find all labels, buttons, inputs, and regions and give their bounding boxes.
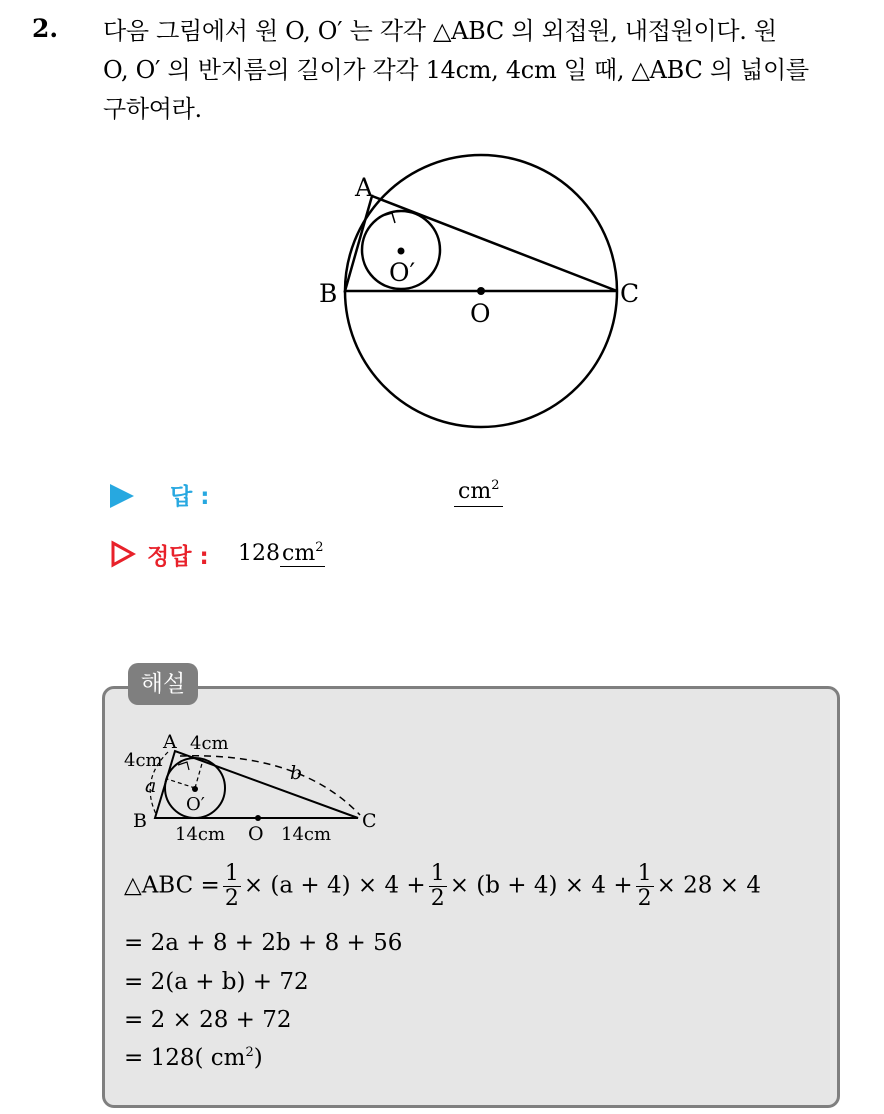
- answer-row: [110, 476, 610, 512]
- explanation-figure: [118, 724, 388, 849]
- answer-label: 답 :: [170, 484, 210, 510]
- explanation-tab: 해설: [128, 663, 198, 705]
- solution-line-4: = 2 × 28 + 72: [124, 1007, 292, 1033]
- problem-text: [103, 12, 868, 129]
- center-o-prime-dot: [398, 248, 405, 255]
- triangle-abc: [345, 196, 617, 291]
- small-label-o-prime: O′: [186, 794, 205, 815]
- answer-unit-exponent: 2: [491, 478, 500, 493]
- center-o-dot: [477, 287, 485, 295]
- solution-term-3: × 28 × 4: [656, 872, 761, 899]
- small-center-o-prime: [192, 786, 198, 792]
- label-o: O: [470, 299, 491, 328]
- small-label-o: O: [248, 823, 264, 845]
- problem-text-line2: O, O′ 의 반지름의 길이가 각각 14cm, 4cm 일 때, △ABC 의 넓이를: [103, 56, 809, 84]
- label-o-prime: O′: [389, 258, 416, 287]
- small-top-len: 4cm: [190, 733, 229, 754]
- solution-prefix: △ABC =: [124, 872, 220, 899]
- correct-unit-exponent: 2: [315, 540, 324, 555]
- small-bottom-left-len: 14cm: [175, 824, 226, 845]
- answer-blank[interactable]: [454, 478, 503, 507]
- solution-term-2: × (b + 4) × 4 +: [449, 872, 633, 899]
- solution-line-1: [124, 862, 761, 911]
- circumcircle-figure: [300, 150, 660, 440]
- fraction-half-3: $\frac{1}{2}$: [637, 861, 652, 911]
- correct-unit-wrap: [280, 541, 325, 567]
- correct-label: 정답 :: [147, 544, 209, 570]
- solution-line-3: = 2(a + b) + 72: [124, 969, 309, 995]
- small-radius-1: [167, 779, 195, 788]
- problem-number: 2.: [32, 14, 59, 43]
- solution-line-2: = 2a + 8 + 2b + 8 + 56: [124, 930, 403, 956]
- correct-unit: cm: [282, 541, 316, 566]
- outline-triangle-icon: [110, 540, 136, 568]
- solution-term-1: × (a + 4) × 4 +: [243, 872, 426, 899]
- small-bottom-right-len: 14cm: [281, 824, 332, 845]
- small-label-c: C: [362, 810, 377, 832]
- correct-answer-row: [110, 536, 610, 572]
- problem-text-line3: 구하여라.: [103, 95, 202, 123]
- small-label-a-len: a: [145, 775, 157, 797]
- small-left-len: 4cm: [124, 750, 163, 771]
- small-label-a: A: [163, 731, 177, 753]
- label-c: C: [620, 279, 640, 308]
- correct-number: 128: [238, 541, 280, 566]
- correct-value: [238, 540, 325, 568]
- problem-text-line1: 다음 그림에서 원 O, O′ 는 각각 △ABC 의 외접원, 내접원이다. 원: [103, 17, 777, 45]
- solution-line-5: = 128( $cm^2$): [124, 1045, 263, 1071]
- fraction-half-2: $\frac{1}{2}$: [430, 861, 445, 911]
- answer-unit: cm: [458, 479, 492, 504]
- label-b: B: [319, 279, 338, 308]
- right-angle-mark: [379, 213, 395, 223]
- small-label-b: B: [133, 810, 147, 832]
- fraction-half-1: $\frac{1}{2}$: [224, 861, 239, 911]
- label-a: A: [355, 173, 374, 202]
- small-center-o: [255, 815, 261, 821]
- play-triangle-icon: [110, 484, 134, 508]
- small-label-b-len: b: [290, 762, 303, 784]
- small-radius-2: [195, 760, 203, 788]
